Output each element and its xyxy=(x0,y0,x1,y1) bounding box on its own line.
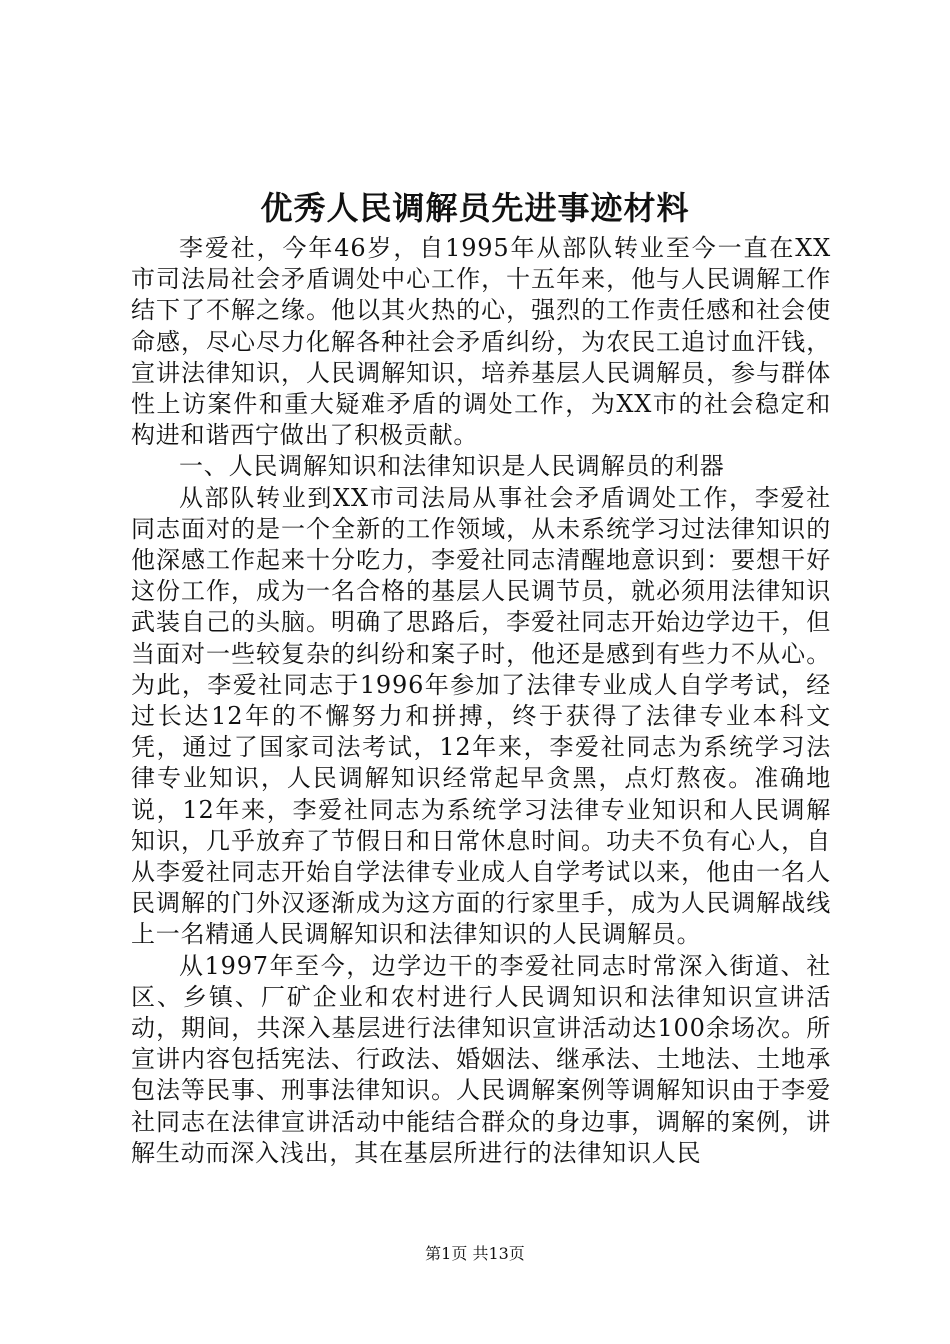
intro-paragraph: 李爱社，今年46岁，自1995年从部队转业至今一直在XX市司法局社会矛盾调处中心工作，十五年来，他与人民调解工作结下了不解之缘。他以其火热的心，强烈的工作责任感和社会使命感，尽心尽力化解各种社会矛盾纠纷，为农民工追讨血汗钱，宣讲法律知识，人民调解知识，培养基层人民调解员，参与群体性上访案件和重大疑难矛盾的调处工作，为XX市的社会稳定和构进和谐西宁做出了积极贡献。 xyxy=(131,234,831,450)
section-heading: 一、人民调解知识和法律知识是人民调解员的利器 xyxy=(179,452,725,481)
document-body xyxy=(131,233,831,1169)
body-paragraph: 从部队转业到XX市司法局从事社会矛盾调处工作，李爱社同志面对的是一个全新的工作领域，从未系统学习过法律知识的他深感工作起来十分吃力，李爱社同志清醒地意识到：要想干好这份工作，成为一名合格的基层人民调节员，就必须用法律知识武装自己的头脑。明确了思路后，李爱社同志开始边学边干，但当面对一些较复杂的纠纷和案子时，他还是感到有些力不从心。为此，李爱社同志于1996年参加了法律专业成人自学考试，经过长达12年的不懈努力和拼搏，终于获得了法律专业本科文凭，通过了国家司法考试，12年来，李爱社同志为系统学习法律专业知识，人民调解知识经常起早贪黑，点灯熬夜。准确地说，12年来，李爱社同志为系统学习法律专业知识和人民调解知识，几乎放弃了节假日和日常休息时间。功夫不负有心人，自从李爱社同志开始自学法律专业成人自学考试以来，他由一名人民调解的门外汉逐渐成为这方面的行家里手，成为人民调解战线上一名精通人民调解知识和法律知识的人民调解员。 xyxy=(131,483,831,949)
body-paragraph: 从1997年至今，边学边干的李爱社同志时常深入街道、社区、乡镇、厂矿企业和农村进行人民调知识和法律知识宣讲活动，期间，共深入基层进行法律知识宣讲活动达100余场次。所宣讲内容包括宪法、行政法、婚姻法、继承法、土地法、土地承包法等民事、刑事法律知识。人民调解案例等调解知识由于李爱社同志在法律宣讲活动中能结合群众的身边事，调解的案例，讲解生动而深入浅出，其在基层所进行的法律知识人民 xyxy=(131,951,831,1167)
page-footer: 第1页 共13页 xyxy=(425,1244,525,1263)
document-title: 优秀人民调解员先进事迹材料 xyxy=(260,189,690,227)
